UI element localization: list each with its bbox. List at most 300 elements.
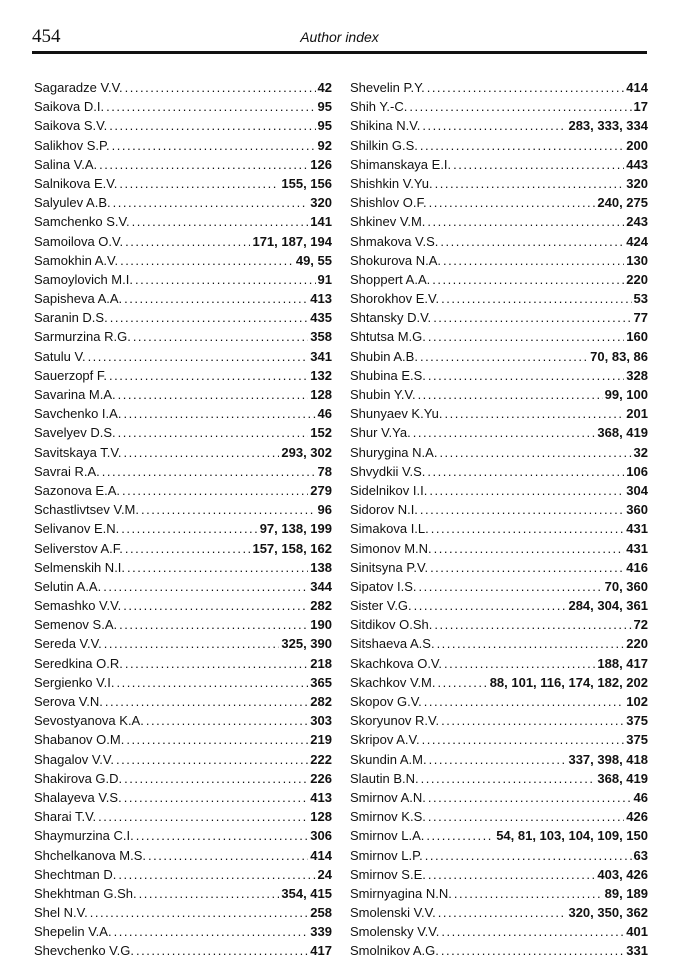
page-references: 190 — [310, 617, 332, 633]
index-entry — [350, 347, 648, 366]
dot-leader — [444, 654, 595, 673]
author-name: Sergienko V.I. — [34, 674, 115, 690]
author-name: Shubina E.S. — [350, 367, 426, 383]
dot-leader — [424, 692, 625, 711]
index-entry — [34, 212, 332, 231]
index-entry — [350, 730, 648, 749]
author-name: Savelyev D.S. — [34, 425, 116, 441]
page-references: 320 — [310, 195, 332, 211]
index-entry — [350, 846, 648, 865]
page-references: 102 — [626, 694, 648, 709]
author-name: Smirnov A.N. — [350, 789, 426, 805]
page-references: 42 — [317, 80, 332, 95]
author-name: Shmakova V.S. — [350, 233, 439, 249]
author-name: Shubin A.B. — [350, 348, 418, 364]
author-name: Sauerzopf F. — [34, 367, 107, 383]
author-name: Savarina M.A. — [34, 387, 116, 402]
page-references: 89, 189 — [604, 885, 648, 901]
author-name: Smolenski V.V. — [350, 905, 436, 921]
author-name: Shchelkanova M.S. — [34, 847, 147, 863]
page-references: 141 — [310, 214, 332, 230]
index-entry — [34, 289, 332, 308]
dot-leader — [105, 692, 308, 711]
page-references: 354, 415 — [281, 885, 332, 901]
index-entry — [350, 155, 648, 174]
page-references: 279 — [310, 482, 332, 498]
index-entry — [34, 500, 332, 519]
dot-leader — [418, 577, 602, 596]
author-name: Semashko V.V. — [34, 598, 122, 614]
page-references: 130 — [626, 252, 648, 268]
dot-leader — [428, 366, 624, 385]
index-entry — [350, 289, 648, 308]
dot-leader — [429, 750, 567, 769]
index-entry — [350, 174, 648, 193]
author-name: Shevchenko V.G. — [34, 943, 134, 959]
author-name: Shabanov O.M. — [34, 732, 125, 748]
page-references: 171, 187, 194 — [252, 233, 332, 249]
dot-leader — [427, 212, 624, 231]
dot-leader — [118, 385, 309, 404]
index-entry — [34, 865, 332, 884]
author-name: Salyulev A.B. — [34, 195, 111, 211]
index-entry — [350, 750, 648, 769]
author-name: Sipatov I.S. — [350, 578, 417, 594]
index-entry — [350, 308, 648, 327]
dot-leader — [148, 846, 308, 865]
page-references: 155, 156 — [281, 175, 332, 191]
author-name: Sidorov N.I. — [350, 502, 418, 518]
index-entry — [34, 558, 332, 577]
author-name: Shikina N.V. — [350, 118, 421, 134]
author-name: Samoylovich M.I. — [34, 271, 133, 287]
index-entry — [350, 865, 648, 884]
page-references: 303 — [310, 713, 332, 729]
index-entry — [350, 404, 648, 423]
dot-leader — [441, 289, 631, 308]
page-references: 160 — [626, 329, 648, 345]
page-references: 243 — [626, 214, 648, 230]
author-name: Seredkina O.R. — [34, 655, 123, 671]
page-references: 240, 275 — [597, 195, 648, 211]
author-name: Shekhtman G.Sh. — [34, 885, 137, 901]
author-name: Samchenko S.V. — [34, 214, 130, 230]
author-name: Sevostyanova K.A. — [34, 713, 144, 729]
author-name: Shtansky D.V. — [350, 310, 432, 326]
author-name: Sharai T.V. — [34, 809, 97, 825]
author-name: Shishlov O.F. — [350, 195, 427, 211]
dot-leader — [121, 519, 257, 538]
dot-leader — [99, 155, 308, 174]
dot-leader — [441, 922, 624, 941]
dot-leader — [125, 78, 316, 97]
author-name: Selivanov E.N. — [34, 521, 120, 537]
page-references: 201 — [626, 406, 648, 422]
author-name: Shoppert A.A. — [350, 271, 431, 287]
index-entry — [34, 232, 332, 251]
page-references: 431 — [626, 521, 648, 537]
dot-leader — [106, 97, 315, 116]
author-name: Shur V.Ya. — [350, 425, 411, 441]
dot-leader — [90, 903, 309, 922]
index-entry — [350, 634, 648, 653]
page-references: 358 — [310, 329, 332, 345]
author-name: Skoryunov R.V. — [350, 713, 440, 729]
dot-leader — [113, 193, 309, 212]
dot-leader — [425, 846, 632, 865]
dot-leader — [127, 558, 308, 577]
author-name: Shorokhov E.V. — [350, 291, 440, 307]
index-entry — [34, 539, 332, 558]
page-references: 283, 333, 334 — [568, 118, 648, 134]
page-references: 126 — [310, 156, 332, 172]
dot-leader — [437, 634, 625, 653]
index-entry — [34, 251, 332, 270]
author-name: Seliverstov A.F. — [34, 540, 123, 556]
index-entry — [350, 385, 648, 404]
index-entry — [350, 519, 648, 538]
author-name: Skundin A.M. — [350, 751, 427, 767]
index-entry — [350, 577, 648, 596]
dot-leader — [126, 730, 308, 749]
page-references: 413 — [310, 291, 332, 307]
author-name: Saranin D.S. — [34, 310, 108, 326]
index-entry — [34, 462, 332, 481]
index-entry — [350, 826, 648, 845]
page-references: 375 — [626, 732, 648, 748]
index-entry — [34, 481, 332, 500]
author-name: Skachkova O.V. — [350, 655, 443, 671]
page-references: 337, 398, 418 — [568, 751, 648, 767]
page-references: 99, 100 — [604, 387, 648, 402]
index-entry — [350, 711, 648, 730]
dot-leader — [146, 711, 308, 730]
dot-leader — [109, 366, 308, 385]
author-name: Shilkin G.S. — [350, 137, 418, 153]
dot-leader — [120, 251, 294, 270]
page-references: 138 — [310, 559, 332, 575]
dot-leader — [453, 155, 624, 174]
page-references: 96 — [317, 502, 332, 518]
dot-leader — [119, 174, 279, 193]
dot-leader — [136, 941, 308, 960]
dot-leader — [422, 730, 625, 749]
index-entry — [34, 922, 332, 941]
index-entry — [350, 462, 648, 481]
author-name: Skopov G.V. — [350, 694, 422, 709]
author-name: Smirnov L.A. — [350, 828, 425, 844]
index-entry — [350, 903, 648, 922]
page-references: 258 — [310, 905, 332, 921]
page-references: 46 — [317, 406, 332, 422]
dot-leader — [123, 596, 308, 615]
author-name: Samoilova O.V. — [34, 233, 124, 249]
index-entry — [34, 347, 332, 366]
page-references: 70, 360 — [604, 578, 648, 594]
dot-leader — [122, 481, 308, 500]
index-entry — [350, 212, 648, 231]
dot-leader — [116, 673, 308, 692]
page-references: 188, 417 — [597, 655, 648, 671]
page-references: 426 — [626, 809, 648, 825]
author-name: Schastlivtsev V.M. — [34, 502, 140, 518]
page-references: 293, 302 — [281, 444, 332, 460]
dot-leader — [428, 788, 632, 807]
page-references: 416 — [626, 559, 648, 575]
index-entry — [350, 807, 648, 826]
index-entry — [34, 941, 332, 960]
index-entry — [350, 443, 648, 462]
page-references: 320 — [626, 175, 648, 191]
author-name: Saikova D.I. — [34, 99, 105, 115]
author-name: Shechtman D. — [34, 866, 117, 882]
dot-leader — [133, 327, 308, 346]
index-entry — [350, 673, 648, 692]
index-entry — [350, 116, 648, 135]
index-entry — [34, 423, 332, 442]
dot-leader — [103, 577, 308, 596]
dot-leader — [409, 97, 631, 116]
page-references: 97, 138, 199 — [259, 521, 332, 537]
page-references: 443 — [626, 156, 648, 172]
dot-leader — [427, 78, 625, 97]
author-name: Salnikova E.V. — [34, 175, 118, 191]
page-references: 403, 426 — [597, 866, 648, 882]
page-references: 70, 83, 86 — [590, 348, 648, 364]
author-name: Sitdikov O.Sh. — [350, 617, 433, 633]
dot-leader — [118, 865, 315, 884]
dot-leader — [123, 443, 279, 462]
author-name: Shubin Y.V. — [350, 387, 416, 402]
page-references: 413 — [310, 789, 332, 805]
dot-leader — [434, 615, 631, 634]
page-references: 414 — [310, 847, 332, 863]
author-name: Savchenko I.A. — [34, 406, 122, 422]
page-references: 152 — [310, 425, 332, 441]
page-references: 365 — [310, 674, 332, 690]
page-references: 46 — [633, 789, 648, 805]
page-references: 368, 419 — [597, 770, 648, 786]
index-entry — [350, 423, 648, 442]
index-entry — [34, 846, 332, 865]
author-name: Shunyaev K.Yu. — [350, 406, 443, 422]
author-name: Saikova S.V. — [34, 118, 108, 134]
index-entry — [34, 615, 332, 634]
page-references: 414 — [626, 80, 648, 95]
author-name: Shagalov V.V. — [34, 751, 114, 767]
dot-leader — [98, 807, 308, 826]
page-references: 304 — [626, 482, 648, 498]
author-name: Shtutsa M.G. — [350, 329, 426, 345]
dot-leader — [132, 212, 309, 231]
author-name: Semenov S.A. — [34, 617, 118, 633]
page-references: 375 — [626, 713, 648, 729]
author-name: Shkinev V.M. — [350, 214, 426, 230]
dot-leader — [420, 136, 624, 155]
index-entry — [34, 136, 332, 155]
page-references: 53 — [633, 291, 648, 307]
page-references: 95 — [317, 118, 332, 134]
index-entry — [34, 443, 332, 462]
index-entry — [350, 78, 648, 97]
page-references: 417 — [310, 943, 332, 959]
index-entry — [34, 788, 332, 807]
index-entry — [350, 615, 648, 634]
dot-leader — [119, 615, 308, 634]
dot-leader — [125, 539, 251, 558]
author-name: Salina V.A. — [34, 156, 98, 172]
dot-leader — [418, 385, 603, 404]
dot-leader — [428, 327, 624, 346]
page-references: 24 — [317, 866, 332, 882]
index-entry — [350, 232, 648, 251]
index-entry — [34, 711, 332, 730]
page-references: 219 — [310, 732, 332, 748]
dot-leader — [428, 865, 596, 884]
author-name: Satulu V. — [34, 348, 86, 364]
dot-leader — [420, 500, 624, 519]
running-title: Author index — [300, 29, 379, 45]
author-name: Sinitsyna P.V. — [350, 559, 429, 575]
author-name: Sarmurzina R.G. — [34, 329, 131, 345]
index-entry — [350, 136, 648, 155]
page-references: 32 — [633, 444, 648, 460]
page-references: 431 — [626, 540, 648, 556]
dot-leader — [433, 308, 631, 327]
author-name: Shevelin P.Y. — [350, 80, 425, 95]
dot-leader — [124, 769, 308, 788]
dot-leader — [438, 673, 488, 692]
author-name: Smirnov S.E. — [350, 866, 426, 882]
index-entry — [34, 769, 332, 788]
author-name: Skripov A.V. — [350, 732, 420, 748]
author-name: Selmenskih N.I. — [34, 559, 126, 575]
author-name: Samokhin A.V. — [34, 252, 119, 268]
author-name: Savrai R.A. — [34, 463, 100, 479]
index-entry — [34, 596, 332, 615]
index-entry — [34, 750, 332, 769]
page-references: 128 — [310, 387, 332, 402]
author-name: Shel N.V. — [34, 905, 88, 921]
dot-leader — [114, 922, 309, 941]
dot-leader — [110, 308, 309, 327]
index-entry — [34, 903, 332, 922]
index-entry — [350, 539, 648, 558]
author-name: Smolensky V.V. — [350, 924, 440, 940]
author-name: Sagaradze V.V. — [34, 80, 123, 95]
dot-leader — [427, 462, 624, 481]
page-references: 54, 81, 103, 104, 109, 150 — [496, 828, 648, 844]
dot-leader — [454, 884, 603, 903]
header-rule — [32, 51, 647, 54]
index-entry — [34, 308, 332, 327]
page-references: 17 — [633, 99, 648, 115]
author-name: Shvydkii V.S. — [350, 463, 426, 479]
index-entry — [34, 826, 332, 845]
page-references: 331 — [626, 943, 648, 959]
index-entry — [350, 270, 648, 289]
author-name: Sidelnikov I.I. — [350, 482, 428, 498]
author-name: Smolnikov A.G. — [350, 943, 439, 959]
index-entry — [34, 385, 332, 404]
page-references: 128 — [310, 809, 332, 825]
author-name: Skachkov V.M. — [350, 674, 436, 690]
dot-leader — [432, 270, 624, 289]
page-references: 424 — [626, 233, 648, 249]
index-entry — [350, 769, 648, 788]
dot-leader — [102, 462, 316, 481]
index-entry — [34, 270, 332, 289]
dot-leader — [112, 136, 316, 155]
page-references: 72 — [633, 617, 648, 633]
author-name: Sereda V.V. — [34, 636, 102, 652]
page-references: 49, 55 — [295, 252, 332, 268]
dot-leader — [124, 289, 308, 308]
author-name: Smirnyagina N.N. — [350, 885, 452, 901]
index-entry — [34, 97, 332, 116]
dot-leader — [420, 347, 588, 366]
page-references: 218 — [310, 655, 332, 671]
page-references: 92 — [317, 137, 332, 153]
author-name: Shakirova G.D. — [34, 770, 123, 786]
page-references: 78 — [317, 463, 332, 479]
index-entry — [350, 788, 648, 807]
page-references: 282 — [310, 694, 332, 709]
dot-leader — [429, 481, 624, 500]
index-entry — [34, 634, 332, 653]
dot-leader — [125, 654, 308, 673]
author-name: Simonov M.N. — [350, 540, 432, 556]
author-name: Smirnov K.S. — [350, 809, 426, 825]
author-name: Sister V.G. — [350, 598, 412, 614]
index-entry — [34, 327, 332, 346]
dot-leader — [441, 941, 624, 960]
dot-leader — [434, 539, 625, 558]
index-entry — [34, 155, 332, 174]
dot-leader — [445, 404, 625, 423]
page-references: 401 — [626, 924, 648, 940]
index-entry — [350, 500, 648, 519]
dot-leader — [443, 251, 624, 270]
author-name: Slautin B.N. — [350, 770, 419, 786]
dot-leader — [421, 769, 596, 788]
page-references: 91 — [317, 271, 332, 287]
dot-leader — [440, 232, 624, 251]
index-entry — [34, 807, 332, 826]
page-references: 220 — [626, 271, 648, 287]
author-name: Smirnov L.P. — [350, 847, 423, 863]
page-references: 360 — [626, 502, 648, 518]
dot-leader — [431, 519, 625, 538]
author-name: Shishkin V.Yu. — [350, 175, 433, 191]
dot-leader — [435, 174, 625, 193]
page-references: 339 — [310, 924, 332, 940]
dot-leader — [422, 116, 566, 135]
author-name: Shaymurzina C.I. — [34, 828, 134, 844]
page-references: 222 — [310, 751, 332, 767]
dot-leader — [104, 634, 280, 653]
author-name: Shih Y.-C. — [350, 99, 408, 115]
dot-leader — [441, 711, 624, 730]
index-entry — [350, 481, 648, 500]
author-name: Sazonova E.A. — [34, 482, 120, 498]
index-entry — [34, 692, 332, 711]
author-name: Serova V.N. — [34, 694, 103, 709]
page-references: 63 — [633, 847, 648, 863]
index-entry — [350, 558, 648, 577]
dot-leader — [426, 826, 494, 845]
index-entry — [350, 193, 648, 212]
